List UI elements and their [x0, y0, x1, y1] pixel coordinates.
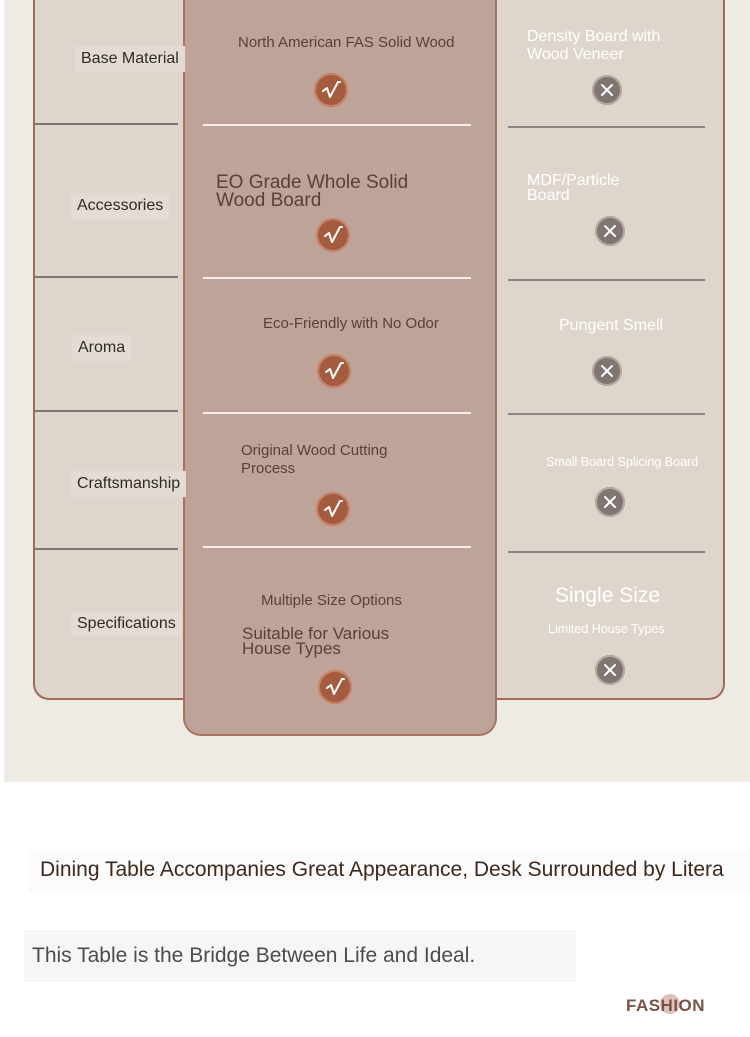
- ours-craftsmanship-line1: Original Wood Cutting: [241, 442, 388, 459]
- row-divider: [203, 412, 471, 414]
- row-divider: [203, 277, 471, 279]
- check-icon: [317, 354, 351, 388]
- theirs-accessories-line2: Board: [527, 187, 570, 204]
- check-icon: [318, 670, 352, 704]
- cross-icon: [592, 356, 622, 386]
- cross-icon: [595, 655, 625, 685]
- cross-icon: [595, 487, 625, 517]
- ours-specifications-line3: House Types: [242, 639, 341, 658]
- ours-accessories-line1: EO Grade Whole Solid: [216, 172, 409, 193]
- row-label-craftsmanship: Craftsmanship: [71, 471, 186, 497]
- row-divider: [203, 546, 471, 548]
- logo-text: FASHION: [626, 996, 706, 1015]
- ours-aroma: Eco-Friendly with No Odor: [263, 315, 439, 332]
- ours-accessories-line2: Wood Board: [216, 190, 322, 211]
- theirs-base-material-line2: Wood Veneer: [527, 46, 624, 63]
- cross-icon: [592, 75, 622, 105]
- row-divider: [35, 410, 178, 412]
- theirs-base-material-line1: Density Board with: [527, 28, 661, 45]
- row-label-accessories: Accessories: [71, 193, 169, 219]
- ours-specifications-line1: Multiple Size Options: [261, 592, 402, 609]
- row-divider: [35, 548, 178, 550]
- headline: Dining Table Accompanies Great Appearance, Desk Surrounded by Litera: [28, 850, 750, 892]
- check-icon: [314, 73, 348, 107]
- row-divider: [508, 551, 705, 553]
- subline: This Table is the Bridge Between Life and Ideal.: [24, 930, 576, 982]
- row-label-aroma: Aroma: [72, 335, 131, 361]
- row-divider: [35, 123, 178, 125]
- check-icon: [316, 218, 350, 252]
- theirs-specifications-line1: Single Size: [555, 584, 661, 607]
- check-icon: [316, 492, 350, 526]
- row-divider: [35, 276, 178, 278]
- theirs-craftsmanship: Small Board Splicing Board: [546, 455, 699, 469]
- theirs-specifications-line2: Limited House Types: [548, 622, 665, 636]
- ours-base-material: North American FAS Solid Wood: [238, 34, 455, 51]
- brand-logo: [616, 990, 706, 1020]
- row-divider: [508, 413, 705, 415]
- row-label-base-material: Base Material: [75, 46, 185, 72]
- row-divider: [508, 279, 705, 281]
- row-divider: [508, 126, 705, 128]
- theirs-accessories-line1: MDF/Particle: [527, 172, 620, 189]
- row-divider: [203, 124, 471, 126]
- ours-craftsmanship-line2: Process: [241, 460, 296, 477]
- row-label-specifications: Specifications: [71, 611, 182, 637]
- cross-icon: [595, 216, 625, 246]
- ours-specifications-line2: Suitable for Various: [242, 624, 390, 643]
- theirs-aroma: Pungent Smell: [559, 317, 664, 334]
